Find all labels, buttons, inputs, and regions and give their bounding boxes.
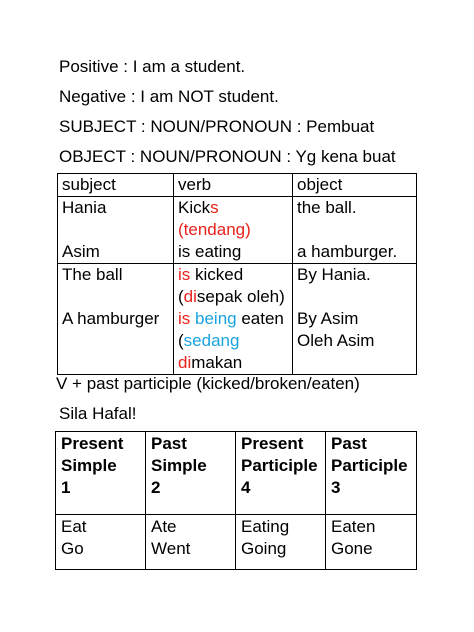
verb-forms-table (55, 431, 417, 570)
prefix-di: di (183, 287, 197, 306)
positive-sentence: Positive : I am a student. (59, 57, 246, 76)
verb-kicked: kicked (190, 265, 244, 284)
header-present-simple (56, 432, 146, 515)
cell-present-simple (56, 515, 146, 570)
table-header-row (56, 432, 417, 515)
header-object: object (293, 174, 417, 197)
verb-dimakan (178, 352, 288, 374)
cell-past-simple (146, 515, 236, 570)
paren: ( (178, 287, 184, 306)
table-row (58, 197, 417, 264)
object-ball: the ball. (297, 198, 357, 217)
table-header-row (58, 174, 417, 197)
verb-is-being-eaten (178, 308, 288, 330)
verb-form: Going (241, 539, 287, 558)
object-oleh-asim: Oleh Asim (297, 331, 375, 350)
verb-eaten: eaten (236, 309, 284, 328)
subject-hania: Hania (62, 198, 107, 217)
subject-asim: Asim (62, 242, 100, 261)
header-verb: verb (174, 174, 293, 197)
subject-the-ball: The ball (62, 265, 123, 284)
header-number: 2 (151, 478, 161, 497)
verb-cell (174, 264, 293, 375)
verb-sepak-oleh: sepak oleh) (196, 287, 285, 306)
object-hamburger: a hamburger. (297, 242, 398, 261)
header-past-participle (326, 432, 417, 515)
prefix-di: di (178, 353, 192, 372)
header-past-simple (146, 432, 236, 515)
header-line: Simple (151, 456, 207, 475)
header-number: 1 (61, 478, 71, 497)
verb-kick-stem: Kick (178, 198, 211, 217)
spacer (297, 286, 412, 308)
header-number: 4 (241, 478, 251, 497)
formula-line: V + past participle (kicked/broken/eaten) (56, 374, 360, 393)
object-definition: OBJECT : NOUN/PRONOUN : Yg kena buat (59, 147, 396, 166)
verb-form: Went (151, 539, 191, 558)
header-line: Participle (331, 456, 408, 475)
verb-sedang (178, 330, 288, 352)
subject-cell (58, 264, 174, 375)
object-cell (293, 197, 417, 264)
verb-form: Eating (241, 517, 290, 536)
grammar-table (57, 173, 417, 375)
header-line: Past (151, 434, 187, 453)
cell-present-participle (236, 515, 326, 570)
header-line: Simple (61, 456, 117, 475)
spacer (62, 286, 169, 308)
subject-definition: SUBJECT : NOUN/PRONOUN : Pembuat (59, 117, 375, 136)
verb-sedang-word: sedang (183, 331, 240, 350)
header-line: Present (61, 434, 124, 453)
header-line: Participle (241, 456, 318, 475)
verb-eating: is eating (178, 242, 242, 261)
paren: ( (178, 331, 184, 350)
memorize-line: Sila Hafal! (59, 404, 137, 423)
header-present-participle (236, 432, 326, 515)
table-row (56, 515, 417, 570)
object-by-hania: By Hania. (297, 265, 371, 284)
verb-form: Gone (331, 539, 373, 558)
object-cell (293, 264, 417, 375)
verb-kicks (178, 197, 288, 219)
negative-sentence: Negative : I am NOT student. (59, 87, 279, 106)
spacer (297, 219, 412, 241)
verb-form: Go (61, 539, 84, 558)
verb-cell (174, 197, 293, 264)
cell-past-participle (326, 515, 417, 570)
subject-cell (58, 197, 174, 264)
verb-is: is (178, 265, 191, 284)
verb-being: being (195, 309, 237, 328)
header-line: Past (331, 434, 367, 453)
verb-kick-suffix: s (210, 198, 219, 217)
verb-is-kicked (178, 264, 288, 286)
verb-tendang: (tendang) (178, 220, 251, 239)
verb-form: Eaten (331, 517, 376, 536)
subject-a-hamburger: A hamburger (62, 309, 160, 328)
verb-makan: makan (191, 353, 243, 372)
verb-is: is (178, 309, 191, 328)
verb-form: Ate (151, 517, 177, 536)
verb-form: Eat (61, 517, 87, 536)
header-number: 3 (331, 478, 341, 497)
header-subject: subject (58, 174, 174, 197)
header-line: Present (241, 434, 304, 453)
verb-disepak (178, 286, 288, 308)
table-row (58, 264, 417, 375)
object-by-asim: By Asim (297, 309, 359, 328)
spacer (62, 219, 169, 241)
